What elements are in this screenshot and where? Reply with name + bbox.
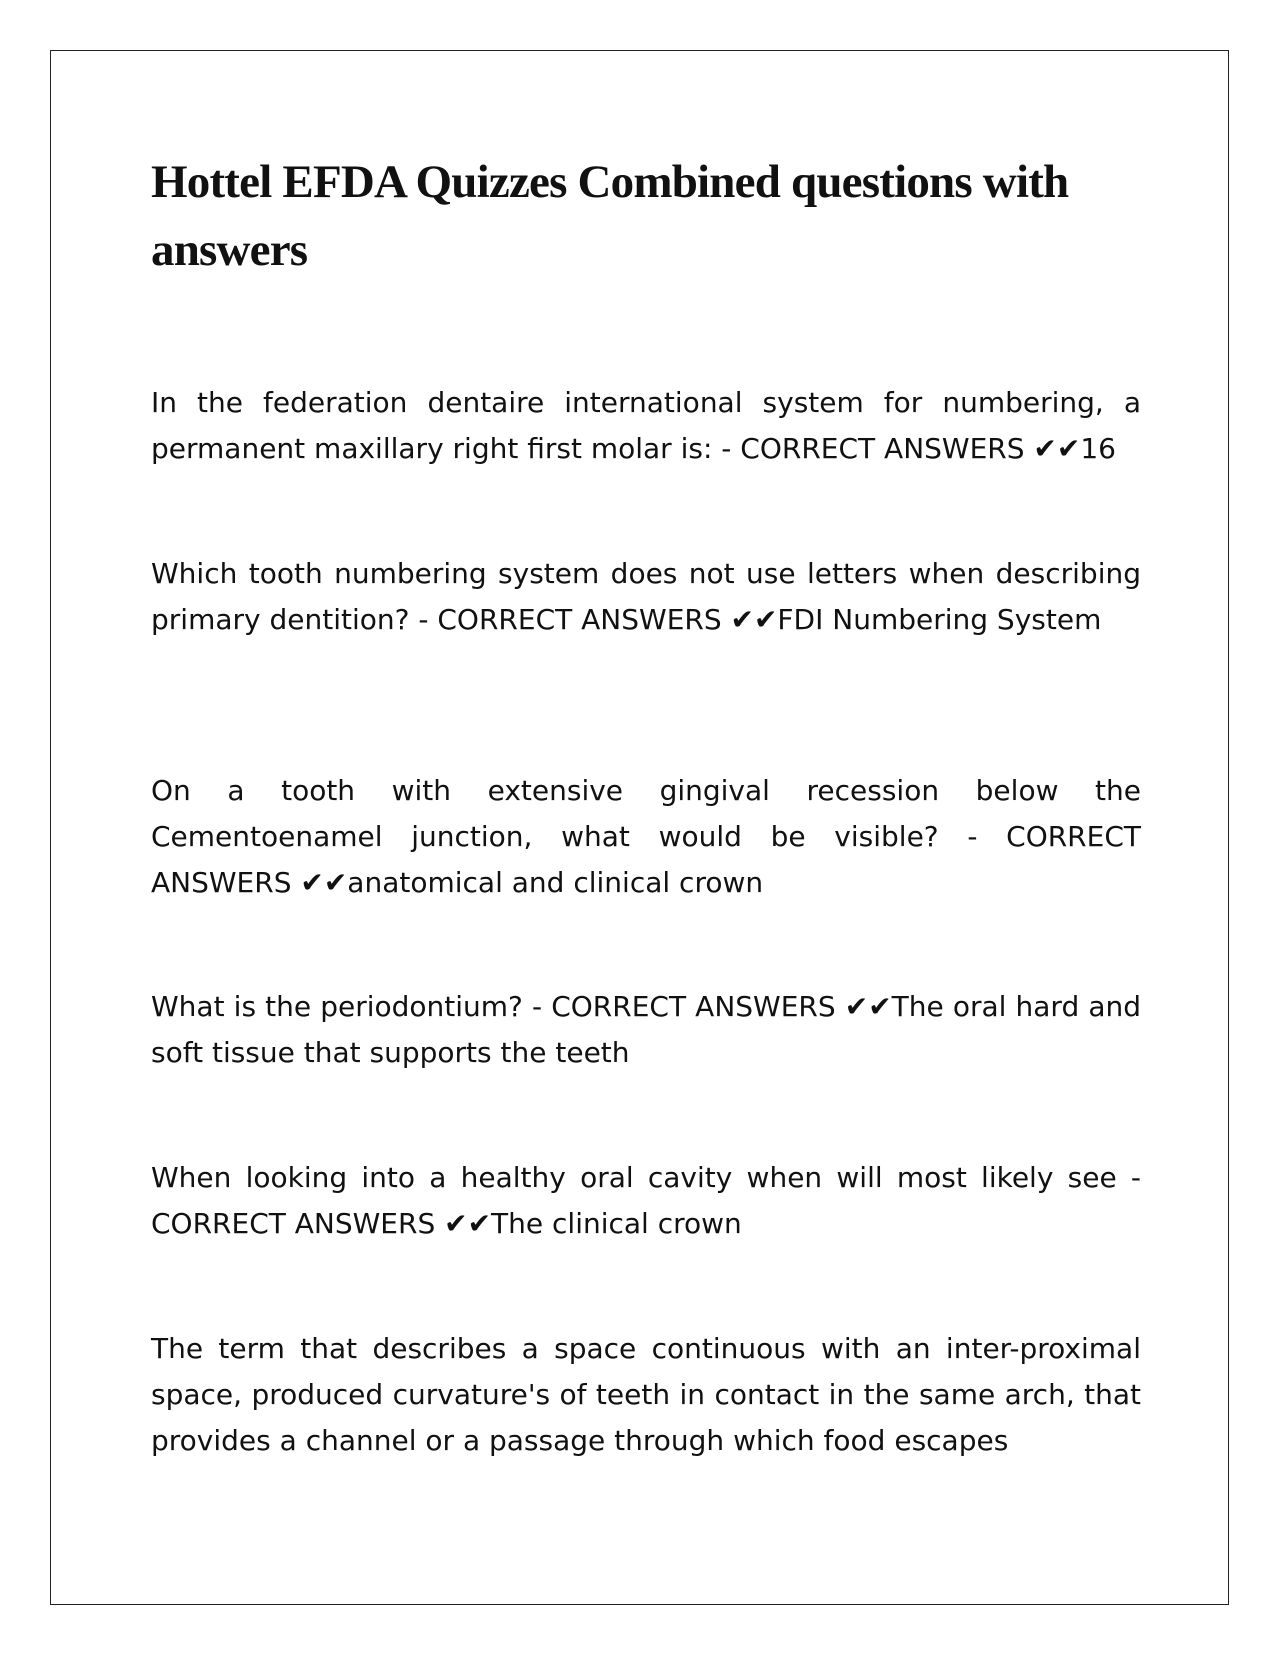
qa-item: When looking into a healthy oral cavity when will most likely see - CORRECT ANSWERS ✔✔The clinical crown — [151, 1161, 1141, 1240]
qa-item: The term that describes a space continuous with an inter-proximal space, produced curvature's of teeth in contact in the same arch, that provides a channel or a passage through which food escapes — [151, 1332, 1141, 1457]
document-title: Hottel EFDA Quizzes Combined questions with answers — [151, 156, 1069, 276]
qa-item: What is the periodontium? - CORRECT ANSWERS ✔✔The oral hard and soft tissue that supports the teeth — [151, 990, 1141, 1069]
qa-item: On a tooth with extensive gingival recession below the Cementoenamel junction, what would be visible? - CORRECT ANSWERS ✔✔anatomical and clinical crown — [151, 774, 1141, 899]
qa-item: Which tooth numbering system does not use letters when describing primary dentition? - CORRECT ANSWERS ✔✔FDI Numbering System — [151, 557, 1141, 636]
qa-item: In the federation dentaire international system for numbering, a permanent maxillary right first molar is: - CORRECT ANSWERS ✔✔16 — [151, 386, 1141, 465]
